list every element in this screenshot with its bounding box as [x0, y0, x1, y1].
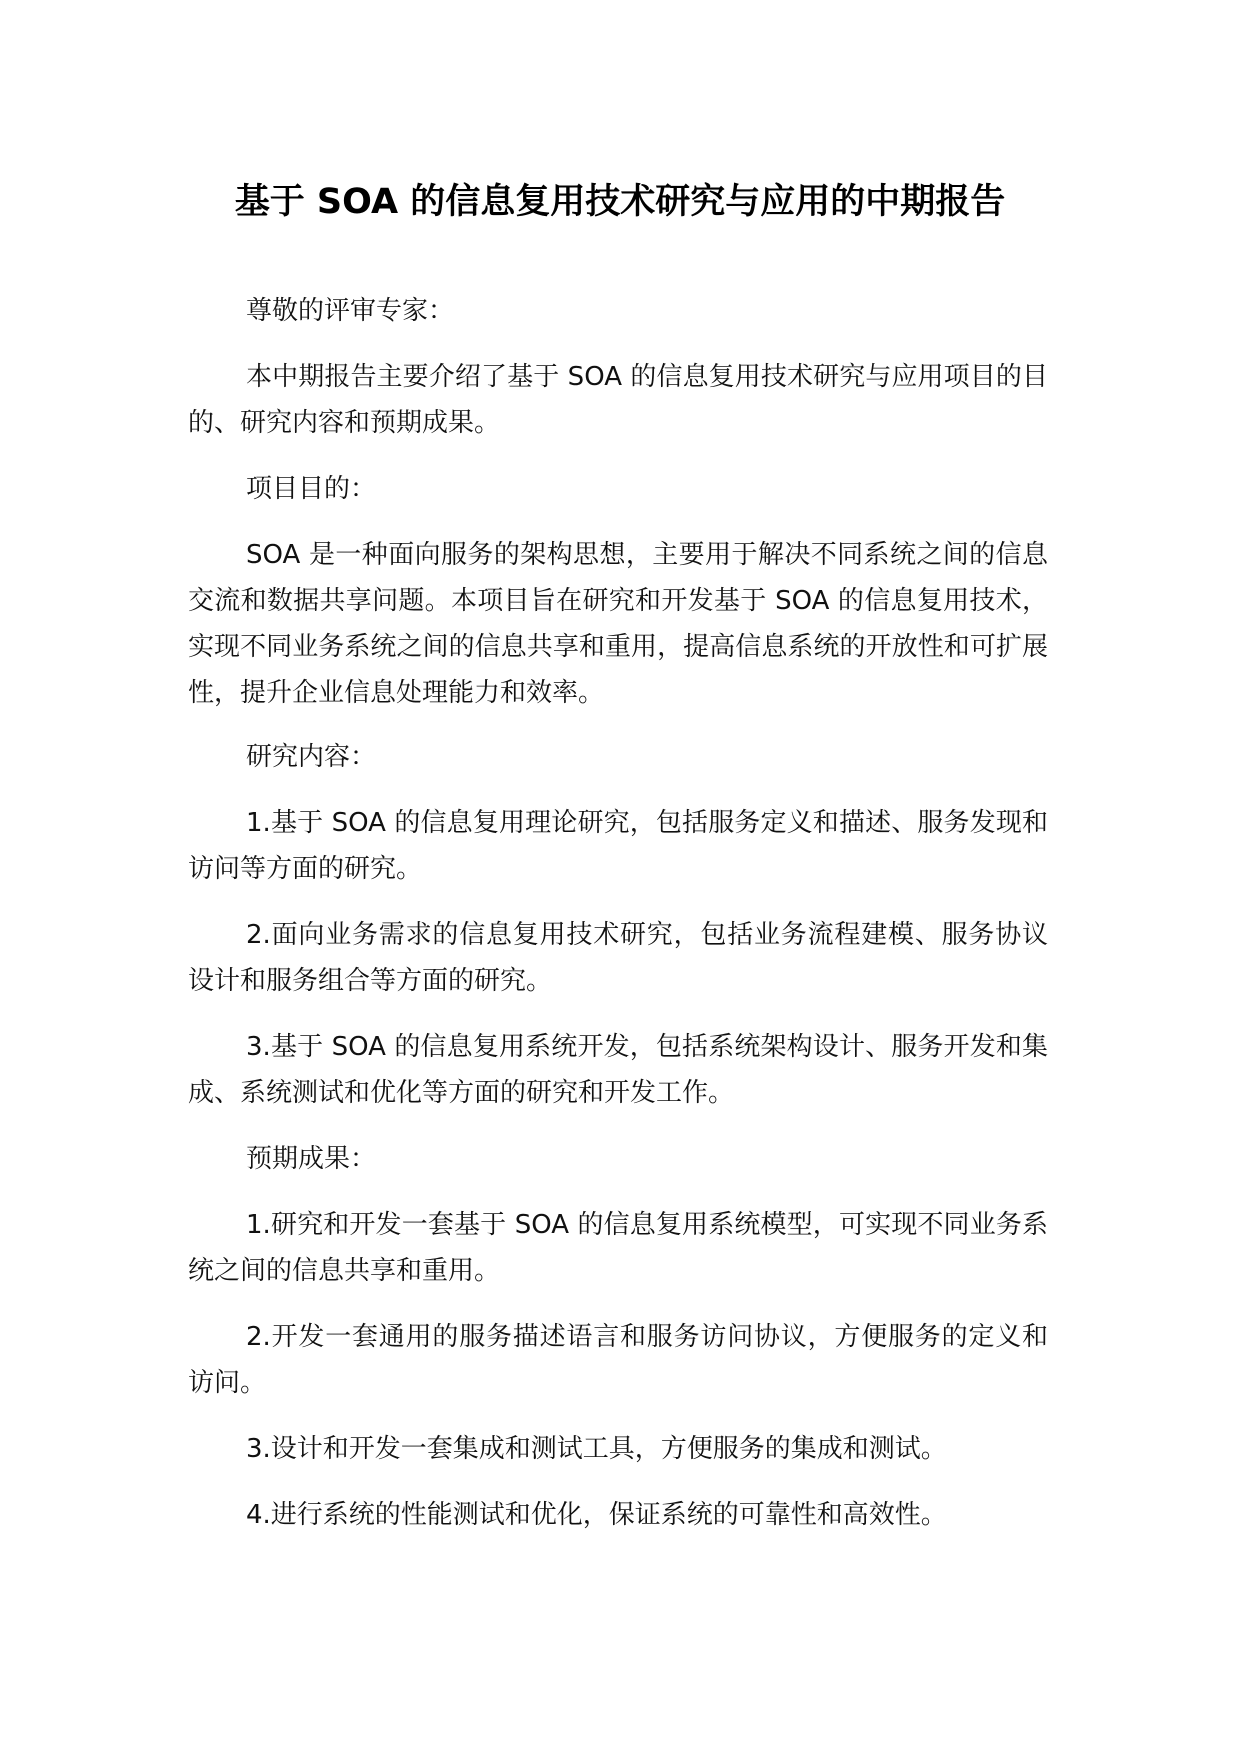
- outcome-item-1: 1.研究和开发一套基于 SOA 的信息复用系统模型，可实现不同业务系统之间的信息共享和重用。: [188, 1210, 1048, 1286]
- section-heading-research: 研究内容：: [246, 742, 377, 772]
- intro-paragraph: 本中期报告主要介绍了基于 SOA 的信息复用技术研究与应用项目的目的、研究内容和预期成果。: [188, 362, 1048, 438]
- outcome-item-2: 2.开发一套通用的服务描述语言和服务访问协议，方便服务的定义和访问。: [188, 1322, 1048, 1398]
- research-item-1: 1.基于 SOA 的信息复用理论研究，包括服务定义和描述、服务发现和访问等方面的研究。: [188, 808, 1048, 884]
- salutation: 尊敬的评审专家：: [246, 296, 455, 326]
- outcome-item-4: 4.进行系统的性能测试和优化，保证系统的可靠性和高效性。: [246, 1500, 947, 1530]
- research-item-2: 2.面向业务需求的信息复用技术研究，包括业务流程建模、服务协议设计和服务组合等方面的研究。: [188, 920, 1048, 996]
- section-heading-purpose: 项目目的：: [246, 474, 377, 504]
- outcome-item-3: 3.设计和开发一套集成和测试工具，方便服务的集成和测试。: [246, 1434, 947, 1464]
- purpose-paragraph: SOA 是一种面向服务的架构思想，主要用于解决不同系统之间的信息交流和数据共享问题。本项目旨在研究和开发基于 SOA 的信息复用技术，实现不同业务系统之间的信息共享和重用，提高信息系统的开放性和可扩展性，提升企业信息处理能力和效率。: [188, 540, 1048, 708]
- document-title: 基于 SOA 的信息复用技术研究与应用的中期报告: [234, 182, 1006, 222]
- research-item-3: 3.基于 SOA 的信息复用系统开发，包括系统架构设计、服务开发和集成、系统测试和优化等方面的研究和开发工作。: [188, 1032, 1048, 1108]
- section-heading-outcomes: 预期成果：: [246, 1144, 377, 1174]
